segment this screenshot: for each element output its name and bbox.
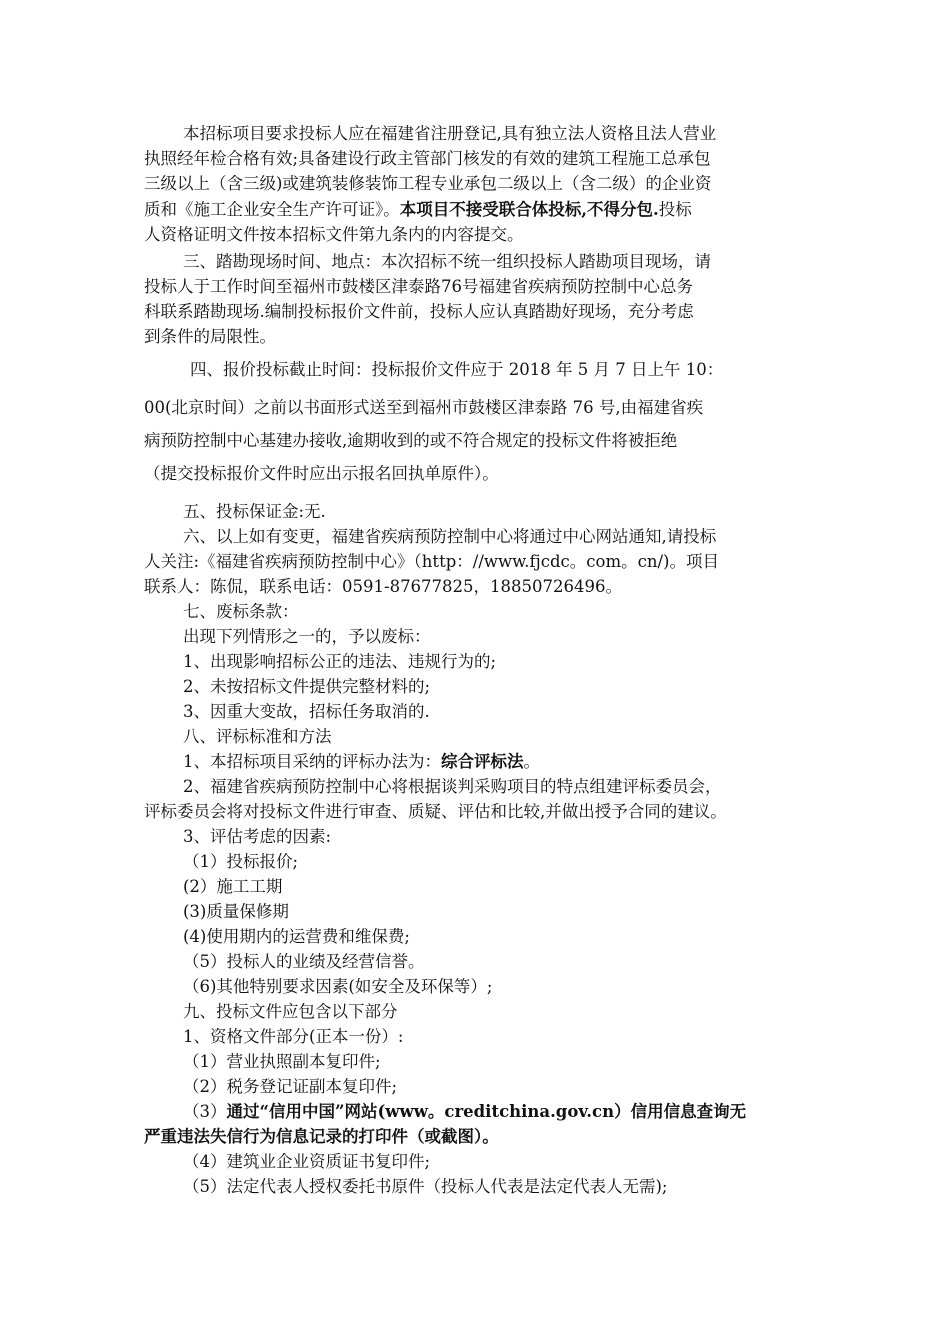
paragraph-line: 评标委员会将对投标文件进行审查、质疑、评估和比较,并做出授予合同的建议。 [144,802,727,821]
list-item: （4）建筑业企业资质证书复印件; [183,1152,431,1171]
list-item [183,750,540,774]
list-item: （5）法定代表人授权委托书原件（投标人代表是法定代表人无需); [183,1177,668,1196]
list-item: （1）营业执照副本复印件; [183,1052,381,1071]
list-item: (4)使用期内的运营费和维保费; [183,927,410,946]
text-run: 1、本招标项目采纳的评标办法为： [183,752,441,771]
paragraph-line [144,198,692,222]
paragraph-line: 科联系踏勘现场.编制投标报价文件前，投标人应认真踏勘好现场，充分考虑 [144,302,694,321]
paragraph-line: 联系人：陈侃，联系电话：0591-87677825，18850726496。 [144,577,623,596]
paragraph-line: 严重违法失信行为信息记录的打印件（或截图）。 [144,1127,499,1146]
text-run: 。 [523,752,540,771]
paragraph-line: 病预防控制中心基建办接收,逾期收到的或不符合规定的投标文件将被拒绝 [144,431,678,450]
paragraph-line: （提交投标报价文件时应出示报名回执单原件）。 [144,464,499,483]
list-item: 2、福建省疾病预防控制中心将根据谈判采购项目的特点组建评标委员会， [183,777,722,796]
text-run: 质和《施工企业安全生产许可证》。 [144,200,400,219]
paragraph-line: 人关注:《福建省疾病预防控制中心》（http：//www.fjcdc。com。cn/)。项目 [144,552,719,571]
list-item [183,1100,746,1124]
list-item: 2、未按招标文件提供完整材料的; [183,677,431,696]
paragraph-line: 00(北京时间）之前以书面形式送至到福州市鼓楼区津泰路 76 号,由福建省疾 [144,398,704,417]
section-heading-line: 六、以上如有变更，福建省疾病预防控制中心将通过中心网站通知,请投标 [183,527,717,546]
list-item: (2）施工工期 [183,877,283,896]
bold-text-run: 综合评标法 [441,752,524,771]
text-run: （3） [183,1102,227,1121]
list-item: （6)其他特别要求因素(如安全及环保等）; [183,977,493,996]
list-item: 3、评估考虑的因素: [183,827,332,846]
section-heading-line: 四、报价投标截止时间：投标报价文件应于 2018 年 5 月 7 日上午 10： [190,360,724,379]
list-item: （1）投标报价; [183,852,299,871]
paragraph-line: 本招标项目要求投标人应在福建省注册登记,具有独立法人资格且法人营业 [183,124,717,143]
section-heading-line: 五、投标保证金:无. [183,502,326,521]
bold-text-run: 本项目不接受联合体投标,不得分包. [399,200,659,219]
text-run: 投标 [658,200,692,219]
paragraph-line: 执照经年检合格有效;具备建设行政主管部门核发的有效的建筑工程施工总承包 [144,149,711,168]
paragraph-line: 投标人于工作时间至福州市鼓楼区津泰路76号福建省疾病预防控制中心总务 [144,277,693,296]
paragraph-line: 三级以上（含三级)或建筑装修装饰工程专业承包二级以上（含二级）的企业资 [144,174,712,193]
section-heading: 九、投标文件应包含以下部分 [183,1002,398,1021]
section-heading: 八、评标标准和方法 [183,727,332,746]
list-item: （5）投标人的业绩及经营信誉。 [183,952,425,971]
list-item: 1、出现影响招标公正的违法、违规行为的; [183,652,497,671]
list-item: 3、因重大变故，招标任务取消的. [183,702,430,721]
list-item: (3)质量保修期 [183,902,289,921]
list-item: 1、资格文件部分(正本一份）: [183,1027,404,1046]
paragraph-line: 人资格证明文件按本招标文件第九条内的内容提交。 [144,225,524,244]
section-heading-line: 三、踏勘现场时间、地点：本次招标不统一组织投标人踏勘项目现场，请 [183,252,711,271]
section-heading: 七、废标条款： [183,602,299,621]
paragraph-line: 到条件的局限性。 [144,327,276,346]
list-item: （2）税务登记证副本复印件; [183,1077,398,1096]
bold-text-run: 通过“信用中国”网站(www。creditchina.gov.cn）信用信息查询无 [226,1102,747,1121]
paragraph-line: 出现下列情形之一的，予以废标： [183,627,431,646]
